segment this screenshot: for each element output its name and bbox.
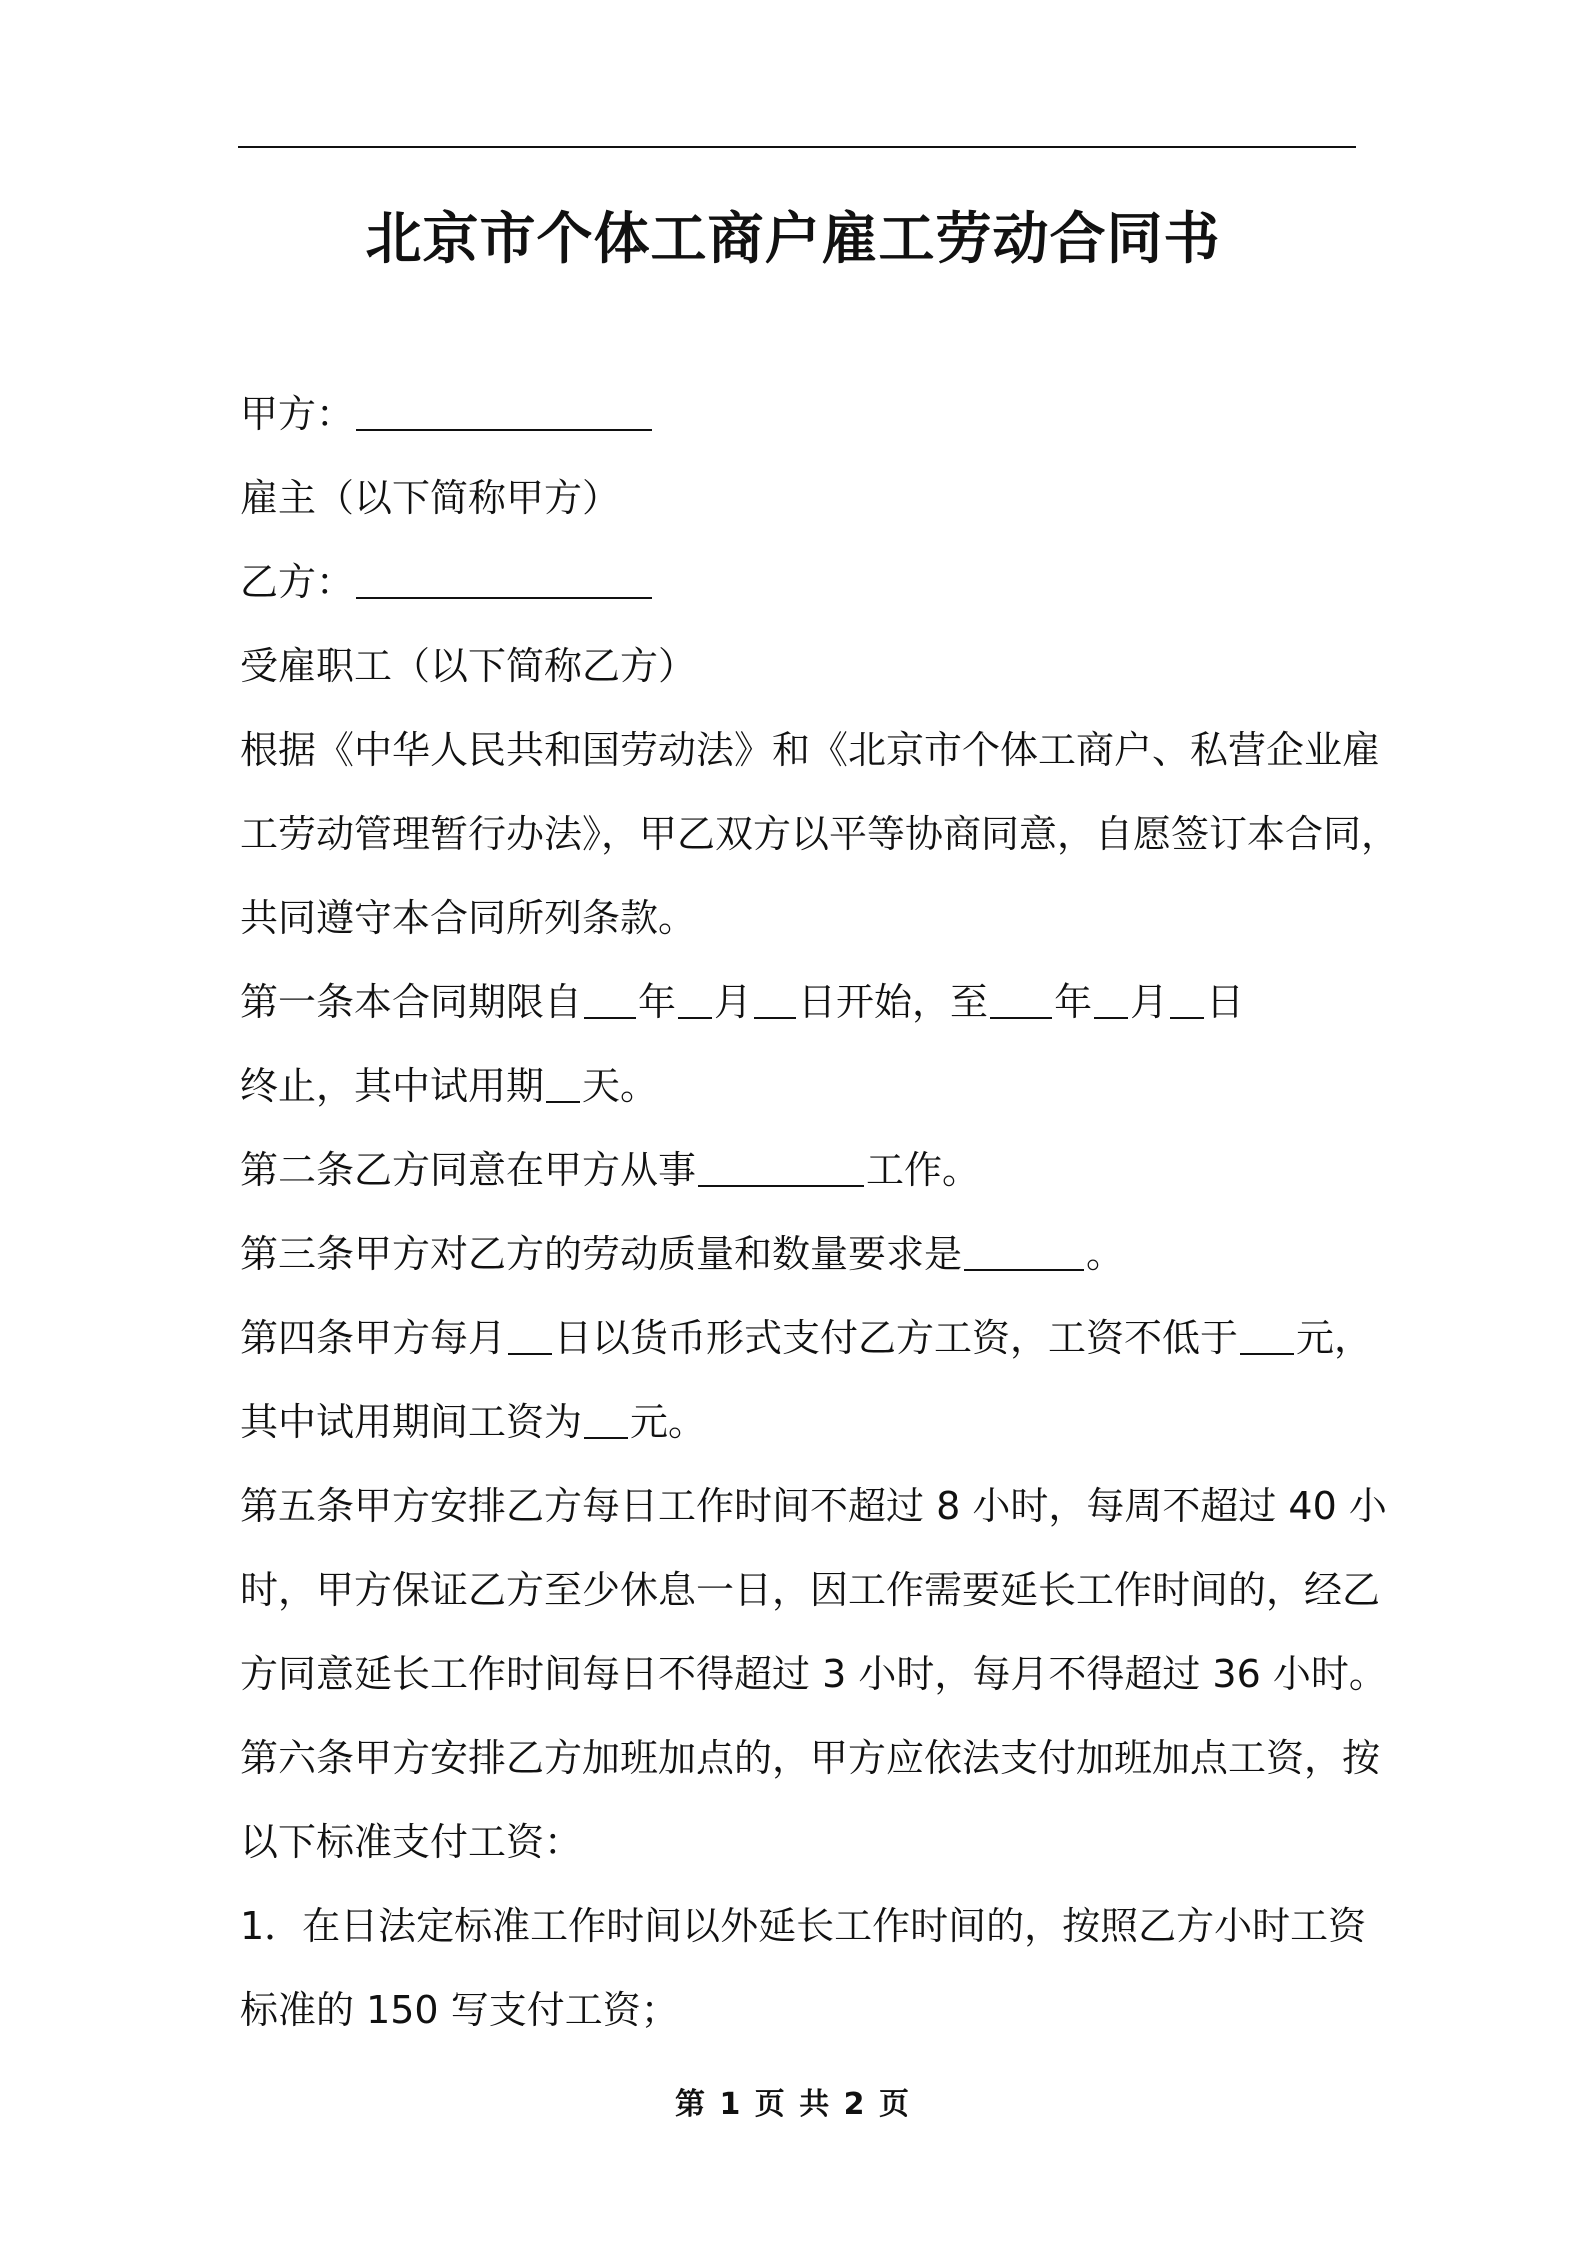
blank-probation-days <box>546 1063 580 1103</box>
party-b-desc: 受雇职工（以下简称乙方） <box>240 644 697 688</box>
blank-probation-wage <box>584 1399 628 1439</box>
article-3-text: 。 <box>1086 1232 1125 1276</box>
party-a-desc: 雇主（以下简称甲方） <box>240 476 621 520</box>
article-6-line-1: 第六条甲方安排乙方加班加点的，甲方应依法支付加班加点工资，按 <box>240 1736 1381 1780</box>
article-1-text: 年 <box>1054 980 1093 1024</box>
article-2-text: 第二条乙方同意在甲方从事 <box>240 1148 697 1192</box>
article-1-text: 第一条本合同期限自 <box>240 980 583 1024</box>
item-1-line-1: 1．在日法定标准工作时间以外延长工作时间的，按照乙方小时工资 <box>240 1904 1367 1948</box>
article-2-text: 工作。 <box>866 1148 981 1192</box>
article-1-text: 日开始，至 <box>798 980 989 1024</box>
blank-min-wage <box>1240 1315 1294 1355</box>
blank-end-month <box>1094 979 1128 1019</box>
page-footer: 第 1 页 共 2 页 <box>675 2087 911 2122</box>
document-body <box>240 372 1400 2052</box>
blank-job <box>698 1147 864 1187</box>
article-5-line-2: 时，甲方保证乙方至少休息一日，因工作需要延长工作时间的，经乙 <box>240 1568 1381 1612</box>
blank-start-month <box>678 979 712 1019</box>
article-4-text: 日以货币形式支付乙方工资，工资不低于 <box>554 1316 1239 1360</box>
article-1-line-1 <box>240 960 1390 1044</box>
blank-end-year <box>990 979 1052 1019</box>
party-a-line <box>240 372 1390 456</box>
party-a-label: 甲方： <box>240 392 355 436</box>
article-5-line-1: 第五条甲方安排乙方每日工作时间不超过 8 小时，每周不超过 40 小 <box>240 1484 1387 1528</box>
intro-line-2: 工劳动管理暂行办法》，甲乙双方以平等协商同意，自愿签订本合同， <box>240 812 1400 856</box>
blank-start-year <box>584 979 636 1019</box>
party-b-label: 乙方： <box>240 560 355 604</box>
article-1-text: 月 <box>1130 980 1169 1024</box>
party-b-line <box>240 540 1390 624</box>
blank-requirements <box>964 1231 1084 1271</box>
article-1-text: 天。 <box>582 1064 659 1108</box>
article-4-text: 元， <box>1296 1316 1373 1360</box>
article-1-text: 日 <box>1206 980 1245 1024</box>
article-1-line-2 <box>240 1044 1390 1128</box>
article-3-line <box>240 1212 1390 1296</box>
article-1-text: 月 <box>714 980 753 1024</box>
header-rule <box>238 146 1356 148</box>
item-1-line-2: 标准的 150 写支付工资； <box>240 1988 679 2032</box>
blank-pay-day <box>508 1315 552 1355</box>
article-4-text: 其中试用期间工资为 <box>240 1400 583 1444</box>
article-2-line <box>240 1128 1390 1212</box>
article-3-text: 第三条甲方对乙方的劳动质量和数量要求是 <box>240 1232 963 1276</box>
article-1-text: 年 <box>638 980 677 1024</box>
intro-line-1: 根据《中华人民共和国劳动法》和《北京市个体工商户、私营企业雇 <box>240 728 1381 772</box>
party-b-blank <box>356 559 652 599</box>
blank-start-day <box>754 979 796 1019</box>
article-5-line-3: 方同意延长工作时间每日不得超过 3 小时，每月不得超过 36 小时。 <box>240 1652 1387 1696</box>
intro-line-3: 共同遵守本合同所列条款。 <box>240 896 697 940</box>
article-6-line-2: 以下标准支付工资： <box>240 1820 583 1864</box>
article-4-text: 第四条甲方每月 <box>240 1316 507 1360</box>
party-a-blank <box>356 391 652 431</box>
blank-end-day <box>1170 979 1204 1019</box>
document-title: 北京市个体工商户雇工劳动合同书 <box>365 207 1221 272</box>
article-1-text: 终止，其中试用期 <box>240 1064 545 1108</box>
article-4-line-2 <box>240 1380 1390 1464</box>
article-4-text: 元。 <box>630 1400 707 1444</box>
article-4-line-1 <box>240 1296 1390 1380</box>
